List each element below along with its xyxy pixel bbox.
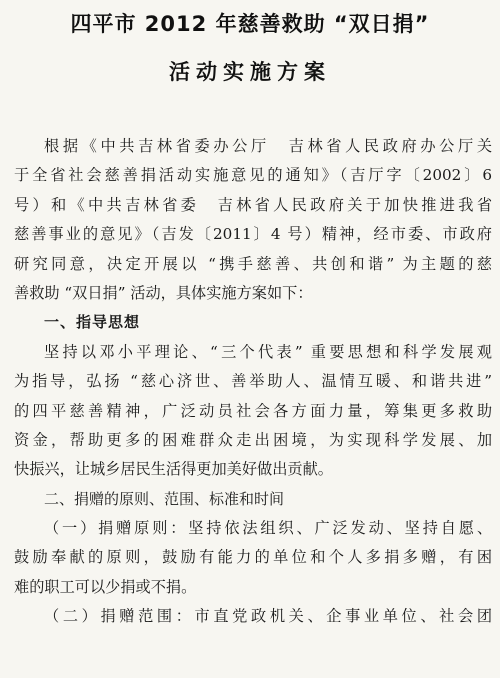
section-heading-principles: 二、捐赠的原则、范围、标准和时间 <box>44 489 285 508</box>
body-line: 于全省社会慈善捐活动实施意见的通知》（吉厅字〔2002〕6 <box>14 166 492 185</box>
section-heading-guiding-ideology: 一、指导思想 <box>44 313 141 332</box>
body-line: 为指导，弘扬 “慈心济世、善举助人、温情互暖、和谐共进” <box>14 372 492 391</box>
body-line: 慈善事业的意见》（吉发〔2011〕4 号）精神，经市委、市政府 <box>14 225 492 244</box>
document-title-line2: 活动实施方案 <box>169 60 331 84</box>
document-title-line1: 四平市 2012 年慈善救助 “双日捐” <box>70 12 430 36</box>
body-line: 善救助 “双日捐” 活动，具体实施方案如下： <box>14 283 313 302</box>
document-body <box>14 132 492 632</box>
body-line: 资金，帮助更多的困难群众走出困境，为实现科学发展、加 <box>14 430 492 449</box>
body-line: （一）捐赠原则：坚持依法组织、广泛发动、坚持自愿、 <box>44 519 492 538</box>
body-line: 号）和《中共吉林省委 吉林省人民政府关于加快推进我省 <box>14 195 492 214</box>
body-line: 难的职工可以少捐或不捐。 <box>14 577 197 596</box>
body-line: 鼓励奉献的原则，鼓励有能力的单位和个人多捐多赠，有困 <box>14 548 492 567</box>
body-line: 的四平慈善精神，广泛动员社会各方面力量，筹集更多救助 <box>14 401 492 420</box>
body-line: （二）捐赠范围：市直党政机关、企事业单位、社会团 <box>44 607 492 626</box>
body-line: 研究同意，决定开展以 “携手慈善、共创和谐” 为主题的慈 <box>14 254 492 273</box>
body-line: 根据《中共吉林省委办公厅 吉林省人民政府办公厅关 <box>44 137 492 155</box>
body-line: 坚持以邓小平理论、“三个代表” 重要思想和科学发展观 <box>44 342 492 361</box>
body-line: 快振兴，让城乡居民生活得更加美好做出贡献。 <box>14 460 333 479</box>
